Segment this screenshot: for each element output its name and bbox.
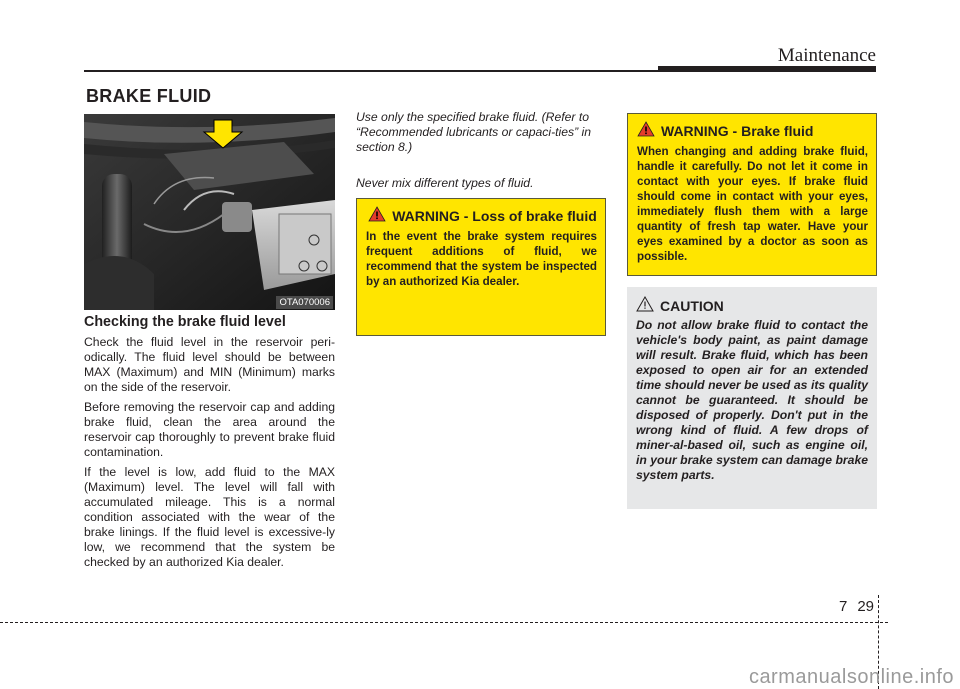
section-title: BRAKE FLUID xyxy=(86,86,212,106)
engine-bay-photo xyxy=(84,114,335,310)
sub-heading: Checking the brake fluid level xyxy=(84,314,286,330)
warning-box-loss-of-brake-fluid xyxy=(356,198,606,336)
page-number xyxy=(839,598,874,615)
caution-box xyxy=(627,287,877,509)
italic-paragraph: Use only the specified brake fluid. (Refer to “Recommended lubricants or capaci-ties” in section 8.) xyxy=(356,110,592,154)
header-thick-rule xyxy=(658,66,876,72)
warning-triangle-icon xyxy=(637,121,655,141)
caution-body: Do not allow brake fluid to contact the vehicle's body paint, as paint damage will result. Brake fluid, which has been exposed to open air for an extended time should never be used as its quality cannot be guaranteed. It should be disposed of properly. Don't put in the wrong kind of fluid. A few drops of miner-al-based oil, such as engine oil, in your brake system can damage brake system parts. xyxy=(636,318,868,482)
watermark: carmanualsonline.info xyxy=(748,666,954,688)
warning-box-brake-fluid xyxy=(627,113,877,276)
warning-title xyxy=(637,121,868,141)
caution-triangle-icon xyxy=(636,296,654,316)
caution-title xyxy=(636,296,868,316)
footer-rule xyxy=(0,622,888,623)
caution-title-text: CAUTION xyxy=(660,298,724,314)
warning-body: In the event the brake system requires frequent additions of fluid, we recommend that the system be inspected by an authorized Kia dealer. xyxy=(366,230,597,288)
italic-paragraph: Never mix different types of fluid. xyxy=(356,176,534,190)
column-one xyxy=(84,314,335,575)
warning-triangle-icon xyxy=(368,206,386,226)
paragraph: If the level is low, add fluid to the MAX (Maximum) level. The level will fall with accumulated mileage. This is a normal condition associated with the wear of the brake linings. If the fluid level is excessive-ly low, we recommend that the system be checked by an authorized Kia dealer. xyxy=(84,465,335,569)
warning-body: When changing and adding brake fluid, handle it carefully. Do not let it come in contact with your eyes. If brake fluid should come in contact with your eyes, immediately flush them with a large quantity of fresh tap water. Have your eyes examined by a doctor as soon as possible. xyxy=(637,145,868,263)
warning-title-text: WARNING - Brake fluid xyxy=(661,123,814,139)
warning-title xyxy=(366,206,597,226)
column-two xyxy=(356,110,606,212)
chapter-number: 7 xyxy=(838,598,848,615)
photo-code-label: OTA070006 xyxy=(276,296,333,309)
page-number-value: 29 xyxy=(857,598,874,615)
warning-title-text: WARNING - Loss of brake fluid xyxy=(392,208,597,224)
page-header-title: Maintenance xyxy=(777,45,876,66)
paragraph: Check the fluid level in the reservoir peri-odically. The fluid level should be between MAX (Maximum) and MIN (Minimum) marks on the side of the reservoir. xyxy=(84,335,335,394)
header-rule xyxy=(84,70,658,72)
paragraph: Before removing the reservoir cap and adding brake fluid, clean the area around the reservoir cap thoroughly to prevent brake fluid contamination. xyxy=(84,400,335,459)
